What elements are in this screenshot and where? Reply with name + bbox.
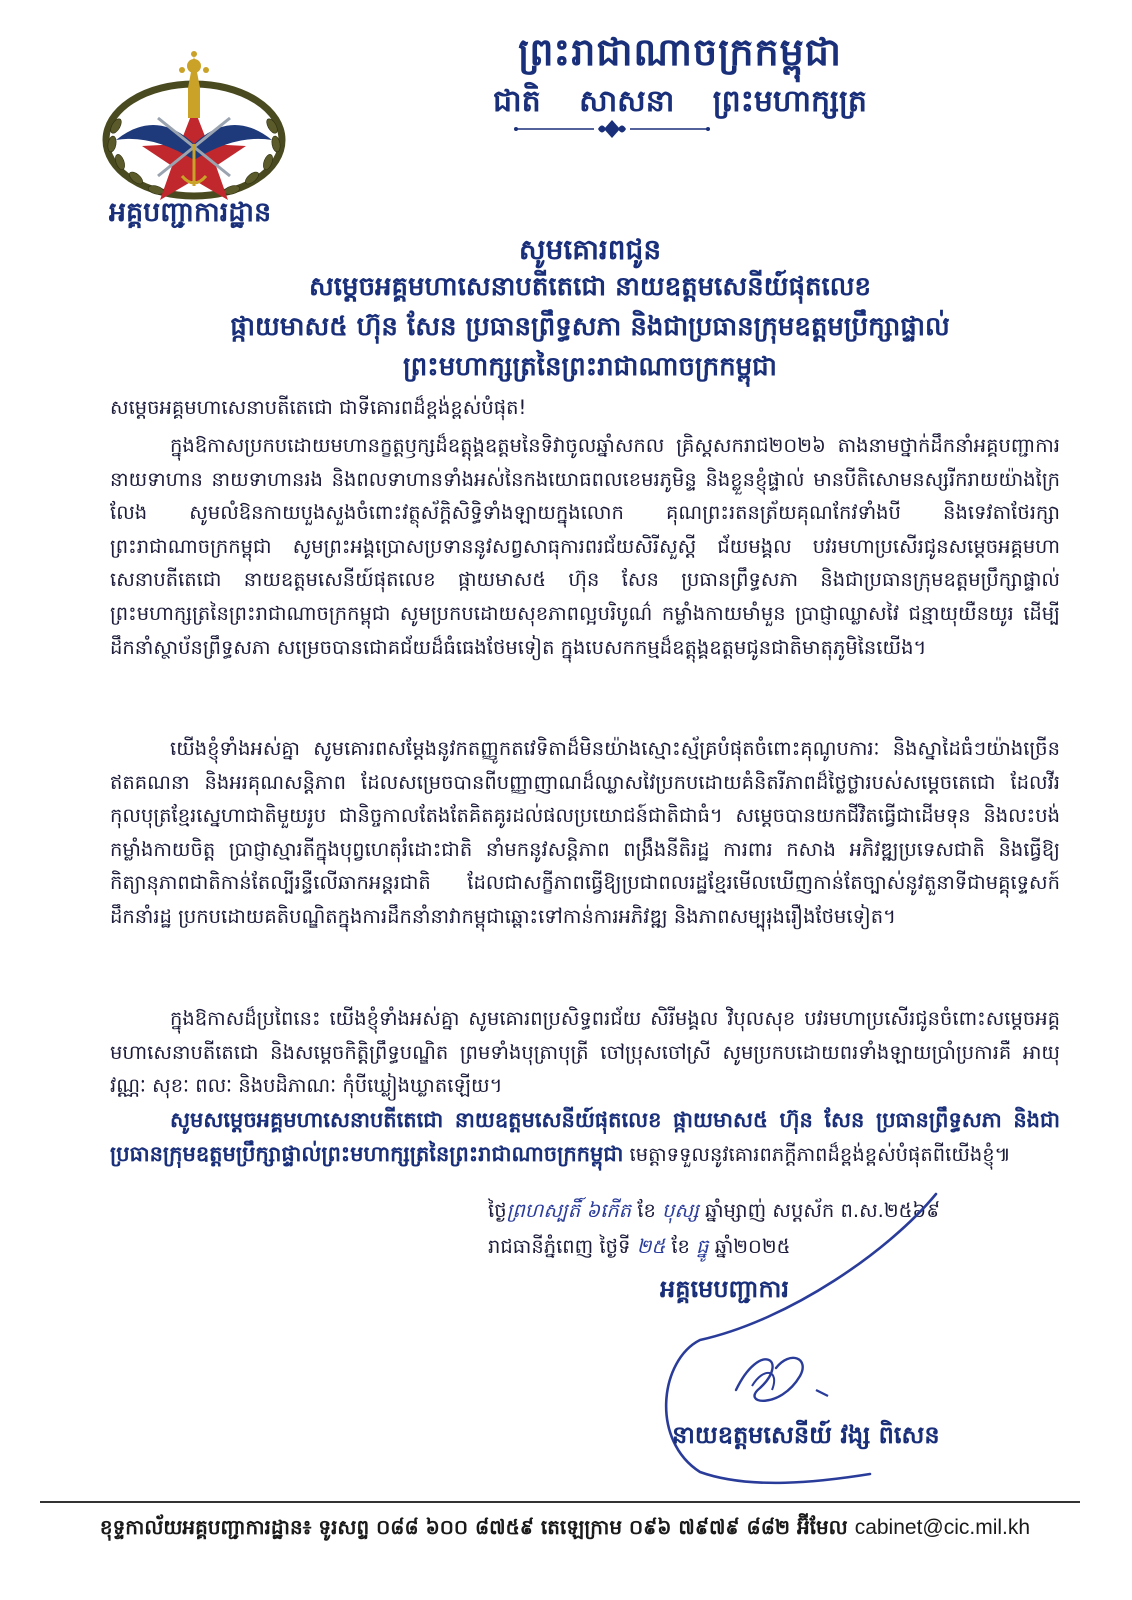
lunar-month-prefix: ខែ [637,1199,663,1222]
lunar-date-prefix: ថ្ងៃ [488,1199,507,1222]
addressee-line-2: សម្តេចអគ្គមហាសេនាបតីតេជោ នាយឧត្តមសេនីយ៍ផុតលេខ [309,272,871,302]
paragraph-2: យើងខ្ញុំទាំងអស់គ្នា សូមគោរពសម្តែងនូវកតញ្ញូកតវេទិតាដ៏មិនយ៉ាងស្មោះស្ម័គ្របំផុតចំពោះគុណូបការៈ និងស្នាដៃធំៗយ៉ាងច្រើនឥតគណនា និងអរគុណសន្តិភាព ដែលសម្រេចបានពីបញ្ញាញាណដ៏ឈ្លាសវៃប្រកបដោយគំនិតរីភាពដ៏ថ្លៃថ្លារបស់សម្តេចតេជោ ដែលវីរកុលបុត្រខ្មែរស្នេហាជាតិមួយរូប ជានិច្ចកាលតែងតែគិតគូរដល់ផលប្រយោជន៍ជាតិជាធំ។ សម្តេចបានយកជីវិតធ្វើជាដើមទុន និងលះបង់កម្លាំងកាយចិត្ត ប្រាជ្ញាស្មារតីក្នុងបុព្វហេតុរំដោះជាតិ នាំមកនូវសន្តិភាព ពង្រឹងនីតិរដ្ឋ ការពារ កសាង អភិវឌ្ឍប្រទេសជាតិ និងធ្វើឱ្យកិត្យានុភាពជាតិកាន់តែល្បីរន្ទឺលើឆាកអន្តរជាតិ ដែលជាសក្ខីភាពធ្វើឱ្យប្រជាពលរដ្ឋខ្មែរមើលឃើញកាន់តែច្បាស់នូវតួនាទីជាមគ្គុទ្ទេសក៍ដឹកនាំរដ្ឋ ប្រកបដោយគតិបណ្ឌិតក្នុងការដឹកនាំនាវាកម្ពុជាឆ្ពោះទៅកាន់ការអភិវឌ្ឍ និងភាពសម្បុរុងរឿងថែមទៀត។ [110,737,1060,928]
signatory-name: នាយឧត្តមសេនីយ៍ វង្ស ពិសេន [672,1421,940,1449]
paragraph-3: ក្នុងឱកាសដ៏ប្រពៃនេះ យើងខ្ញុំទាំងអស់គ្នា សូមគោរពប្រសិទ្ធពរជ័យ សិរីមង្គល វិបុលសុខ បវរមហាប្រសើរជូនចំពោះសម្តេចអគ្គមហាសេនាបតីតេជោ និងសម្តេចកិត្តិព្រឹទ្ធបណ្ឌិត ព្រមទាំងបុត្រាបុត្រី ចៅប្រុសចៅស្រី សូមប្រកបដោយពរទាំងឡាយប្រាំប្រការគឺ អាយុ វណ្ណៈ សុខៈ ពលៈ និងបដិភាណៈ កុំបីឃ្លៀងឃ្លាតឡើយ។ [110,1007,1060,1098]
solar-month: ធ្នូ [696,1235,709,1258]
national-motto: ជាតិ សាសនា ព្រះមហាក្សត្រ [493,84,867,119]
addressee-line-4: ព្រះមហាក្សត្រនៃព្រះរាជាណាចក្រកម្ពុជា [403,352,777,382]
lunar-weekday: ព្រហស្បតិ៍ [506,1199,581,1222]
footer-email: cabinet@cic.mil.kh [854,1516,1031,1539]
unit-name: អគ្គបញ្ជាការដ្ឋាន [108,197,272,228]
solar-day: ២៥ [636,1235,666,1258]
military-emblem-icon [96,48,292,204]
lunar-month: បុស្ស [662,1199,699,1222]
addressee-line-3: ផ្កាយមាស៥ ហ៊ុន សែន ប្រធានព្រឹទ្ធសភា និងជាប្រធានក្រុមឧត្តមប្រឹក្សាផ្ទាល់ [230,312,950,342]
footer-rule [40,1501,1080,1503]
addressee-greeting: សូមគោរពជូន [518,233,662,266]
paragraph-1: ក្នុងឱកាសប្រកបដោយមហានក្ខត្តឫក្សដ៏ឧត្តុង្គឧត្តមនៃទិវាចូលឆ្នាំសកល គ្រិស្តសករាជ២០២៦ តាងនាមថ្នាក់ដឹកនាំអគ្គបញ្ជាការ នាយទាហាន នាយទាហានរង និងពលទាហានទាំងអស់នៃកងយោធពលខេមរភូមិន្ទ និងខ្លួនខ្ញុំផ្ទាល់ មានបីតិសោមនស្សរីករាយយ៉ាងក្រៃលែង សូមលំឱនកាយបួងសួងចំពោះវត្ថុស័ក្តិសិទ្ធិទាំងឡាយក្នុងលោក គុណព្រះរតនត្រ័យគុណកែវទាំងបី និងទេវតាថែរក្សាព្រះរាជាណាចក្រកម្ពុជា សូមព្រះអង្គប្រោសប្រទាននូវសព្វសាធុការពរជ័យសិរីសួស្តី ជ័យមង្គល បវរមហាប្រសើរជូនសម្តេចអគ្គមហាសេនាបតីតេជោ នាយឧត្តមសេនីយ៍ផុតលេខ ផ្កាយមាស៥ ហ៊ុន សែន ប្រធានព្រឹទ្ធសភា និងជាប្រធានក្រុមឧត្តមប្រឹក្សាផ្ទាល់ព្រះមហាក្សត្រនៃព្រះរាជាណាចក្រកម្ពុជា សូមប្រកបដោយសុខភាពល្អបរិបូណ៌ កម្លាំងកាយមាំមួន ប្រាជ្ញាឈ្លាសវៃ ជន្មាយុយឺនយូរ ដើម្បីដឹកនាំស្ថាប័នព្រឹទ្ធសភា សម្រេចបានជោគជ័យដ៏ធំធេងថែមទៀត ក្នុងបេសកកម្មដ៏ឧត្តុង្គឧត្តមជូនជាតិមាតុភូមិនៃយើង។ [110,434,1060,659]
salutation: សម្តេចអគ្គមហាសេនាបតីតេជោ ជាទីគោរពដ៏ខ្ពង់ខ្ពស់បំផុត! [110,396,527,419]
footer-contact [40,1514,1090,1544]
paragraph-4 [110,1104,1060,1171]
lunar-day: ៦កើត [580,1199,632,1222]
ornament-divider-icon [512,118,712,140]
paragraph-4-tail: មេត្តាទទួលនូវគោរពភក្តីភាពដ៏ខ្ពង់ខ្ពស់បំផុតពីយើងខ្ញុំ៕ [623,1142,1011,1166]
footer-text: ខុទ្ទកាល័យអគ្គបញ្ជាការដ្ឋាន៖ ទូរសព្ទ ០៨៨ ៦០០ ៨៧៥៩ តេឡេក្រាម ០៩៦ ៧៩៧៩ ៨៨២ អ៊ីមែល [99,1515,855,1539]
city-day-prefix: រាជធានីភ្នំពេញ ថ្ងៃទី [488,1235,637,1258]
paragraph-4-lead: សូមសម្តេចអគ្គមហាសេនាបតីតេជោ នាយឧត្តមសេនីយ៍ផុតលេខ ផ្កាយមាស៥ ហ៊ុន សែន ប្រធានព្រឹទ្ធសភា និងជាប្រធានក្រុមឧត្តមប្រឹក្សាផ្ទាល់ព្រះមហាក្សត្រនៃព្រះរាជាណាចក្រកម្ពុជា [110,1108,1060,1166]
kingdom-title: ព្រះរាជាណាចក្រកម្ពុជា [518,30,842,74]
solar-month-prefix: ខែ [665,1235,697,1258]
solar-year: ឆ្នាំ២០២៥ [708,1235,791,1258]
lunar-year: ឆ្នាំម្សាញ់ សប្តស័ក ព.ស.២៥៦៩ [698,1199,941,1222]
signatory-title: អគ្គមេបញ្ជាការ [660,1275,790,1303]
